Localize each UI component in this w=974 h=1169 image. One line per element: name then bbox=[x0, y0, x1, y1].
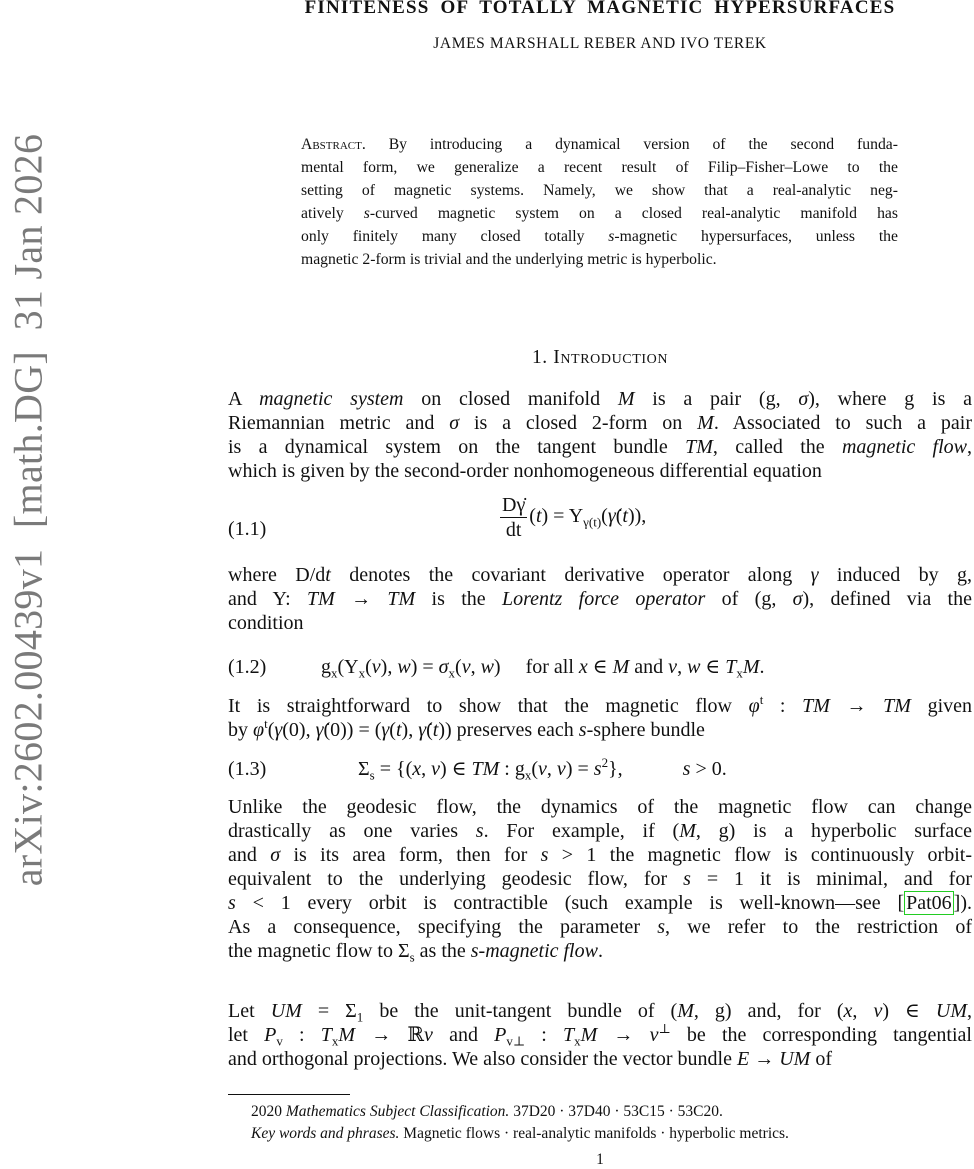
italic-text: γ bbox=[381, 719, 390, 741]
paragraph-unit-tangent-bundle bbox=[228, 999, 972, 1071]
text-run: , bbox=[967, 436, 973, 458]
equation-1-3 bbox=[228, 757, 972, 781]
superscript: t bbox=[264, 716, 268, 732]
text-run: < 1 every orbit is contractible (such example is well-known—see [ bbox=[235, 892, 905, 914]
subscript: x bbox=[331, 665, 338, 681]
text-line bbox=[228, 795, 972, 819]
text-run: and bbox=[629, 656, 669, 678]
subscript: x bbox=[736, 665, 743, 681]
text-run: }, bbox=[608, 758, 683, 780]
text-line bbox=[301, 225, 898, 248]
italic-text: s bbox=[475, 820, 484, 842]
text-run: As a consequence, specifying the parameter bbox=[228, 916, 658, 938]
text-line bbox=[228, 891, 972, 915]
paragraph-geodesic-comparison bbox=[228, 795, 972, 963]
text-run: ∈ bbox=[587, 656, 613, 678]
text-run: is a closed 2-form on bbox=[459, 412, 698, 434]
text-line bbox=[228, 1047, 972, 1071]
text-line bbox=[228, 819, 972, 843]
equation-number: (1.3) bbox=[228, 758, 267, 780]
small-caps-label: Abstract bbox=[301, 136, 362, 153]
text-run: condition bbox=[228, 612, 304, 634]
text-line bbox=[301, 179, 898, 202]
italic-text: s bbox=[228, 892, 236, 914]
text-run: which is given by the second-order nonhomogeneous differential equation bbox=[228, 460, 822, 482]
text-run: ( bbox=[455, 656, 462, 678]
italic-text: s bbox=[608, 228, 615, 245]
text-line bbox=[228, 939, 972, 963]
italic-text: TM bbox=[471, 758, 500, 780]
text-run: ( bbox=[426, 719, 433, 741]
italic-text: magnetic flow bbox=[841, 436, 968, 458]
equation-body bbox=[500, 493, 646, 542]
italic-text: v bbox=[461, 656, 471, 678]
paragraph-lorentz-force bbox=[228, 563, 972, 635]
text-run: , bbox=[546, 758, 557, 780]
italic-text: σ bbox=[270, 844, 281, 866]
text-line bbox=[228, 718, 972, 742]
italic-text: Key words and phrases. bbox=[251, 1125, 400, 1142]
subscript: γ(t) bbox=[583, 514, 602, 530]
text-run: 2020 bbox=[251, 1103, 286, 1120]
subscript: x bbox=[331, 1033, 339, 1049]
arxiv-identifier-stamp: arXiv:2602.00439v1 [math.DG] 31 Jan 2026 bbox=[5, 133, 51, 887]
footnote-keywords bbox=[251, 1125, 789, 1143]
subscript: s bbox=[369, 767, 375, 783]
italic-text: P bbox=[264, 1024, 277, 1046]
italic-text: s bbox=[363, 205, 370, 222]
text-run: , bbox=[470, 656, 481, 678]
text-run: drastically as one varies bbox=[228, 820, 476, 842]
italic-text: x bbox=[412, 758, 422, 780]
text-run: It is straightforward to show that the magnetic flow bbox=[228, 695, 749, 717]
text-run: and bbox=[432, 1024, 495, 1046]
italic-text: M bbox=[612, 656, 630, 678]
italic-text: M bbox=[677, 1000, 694, 1022]
italic-text: M bbox=[679, 820, 696, 842]
italic-text: σ bbox=[798, 388, 809, 410]
italic-text: w bbox=[480, 656, 494, 678]
text-run: ( bbox=[601, 505, 608, 528]
italic-text: φ bbox=[253, 719, 265, 741]
text-run: : g bbox=[499, 758, 525, 780]
italic-text: P bbox=[494, 1024, 507, 1046]
text-run: (Y bbox=[337, 656, 359, 678]
text-run: -magnetic hypersurfaces, unless the bbox=[614, 228, 898, 245]
section-heading bbox=[228, 347, 972, 369]
text-line bbox=[228, 563, 972, 587]
text-run: 37D20 · 37D40 · 53C15 · 53C20. bbox=[509, 1103, 723, 1120]
text-run: , bbox=[967, 1000, 972, 1022]
text-line bbox=[301, 156, 898, 179]
superscript: t bbox=[759, 692, 764, 708]
text-line bbox=[228, 611, 972, 635]
text-run: > 0. bbox=[690, 758, 727, 780]
text-run: (0), bbox=[282, 719, 316, 741]
text-run: and bbox=[228, 844, 271, 866]
text-run: the magnetic flow to Σ bbox=[228, 940, 410, 962]
text-run: of bbox=[810, 1048, 832, 1070]
text-run: , bbox=[852, 1000, 874, 1022]
text-run: : bbox=[525, 1024, 563, 1046]
subscript: v⊥ bbox=[506, 1033, 526, 1049]
italic-text: M bbox=[580, 1024, 598, 1046]
text-run: g bbox=[321, 656, 331, 678]
text-run: ) ∈ bbox=[882, 1000, 936, 1022]
text-run: -curved magnetic system on a closed real-analytic manifold has bbox=[369, 205, 898, 222]
text-line bbox=[228, 411, 972, 435]
italic-text: v bbox=[424, 1024, 433, 1046]
text-run: ), bbox=[401, 719, 419, 741]
superscript: ⊥ bbox=[658, 1021, 671, 1037]
italic-text: M bbox=[617, 388, 635, 410]
italic-text: s bbox=[593, 758, 602, 780]
text-run: , bbox=[421, 758, 432, 780]
italic-text: w bbox=[397, 656, 411, 678]
text-run: Riemannian metric and bbox=[228, 412, 450, 434]
fraction-denominator bbox=[500, 518, 527, 542]
subscript: x bbox=[574, 1033, 581, 1049]
text-run: of (g, bbox=[705, 588, 793, 610]
text-run: and Y: bbox=[228, 588, 307, 610]
text-run: , g) is a hyperbolic surface bbox=[695, 820, 973, 842]
text-run: ) = Y bbox=[541, 505, 584, 528]
text-run: ), bbox=[380, 656, 398, 678]
italic-text: w bbox=[687, 656, 701, 678]
text-run: ( bbox=[531, 758, 539, 780]
text-run: , called the bbox=[712, 436, 842, 458]
text-run: by bbox=[228, 719, 253, 741]
text-line bbox=[228, 915, 972, 939]
italic-text: σ bbox=[438, 656, 449, 678]
text-run: . By introducing a dynamical version of the second funda- bbox=[361, 136, 898, 153]
text-run: . Associated to such a pair bbox=[713, 412, 972, 434]
text-run: be the corresponding tangential bbox=[670, 1024, 972, 1046]
text-run: ( bbox=[529, 505, 536, 528]
text-line bbox=[228, 1023, 972, 1047]
italic-text: UM bbox=[270, 1000, 302, 1022]
text-run: is the bbox=[415, 588, 502, 610]
authors: JAMES MARSHALL REBER AND IVO TEREK bbox=[433, 35, 767, 52]
italic-text: x bbox=[843, 1000, 853, 1022]
text-run: only finitely many closed totally bbox=[301, 228, 609, 245]
text-run: and orthogonal projections. We also consider the vector bundle bbox=[228, 1048, 737, 1070]
section-title: Introduction bbox=[553, 347, 669, 368]
text-run: )) preserves each bbox=[438, 719, 579, 741]
italic-text: s-magnetic flow bbox=[470, 940, 598, 962]
section-number: 1. bbox=[531, 347, 548, 368]
text-run: equivalent to the underlying geodesic flow, for bbox=[228, 868, 684, 890]
denominator-text: dt bbox=[505, 519, 522, 541]
italic-text: UM bbox=[935, 1000, 967, 1022]
text-run: → ℝ bbox=[355, 1024, 425, 1046]
italic-text: Mathematics Subject Classification. bbox=[285, 1103, 510, 1120]
text-run: ∈ bbox=[700, 656, 726, 678]
text-line bbox=[301, 248, 898, 271]
italic-text: TM bbox=[685, 436, 713, 458]
italic-text: T bbox=[725, 656, 737, 678]
text-run: )), bbox=[627, 505, 647, 528]
text-run: ( bbox=[267, 719, 275, 741]
text-line bbox=[228, 843, 972, 867]
italic-text: γ bbox=[810, 564, 819, 586]
text-run: setting of magnetic systems. Namely, we show that a real-analytic neg- bbox=[301, 182, 898, 199]
italic-text: TM bbox=[883, 695, 911, 717]
fraction bbox=[500, 493, 527, 542]
text-run: ), defined via the bbox=[802, 588, 972, 610]
equation-body bbox=[321, 655, 765, 679]
italic-text: t bbox=[622, 505, 628, 528]
subscript: 1 bbox=[356, 1009, 364, 1025]
text-run: = {( bbox=[374, 758, 413, 780]
text-run: atively bbox=[301, 205, 364, 222]
italic-text: γ bbox=[274, 719, 283, 741]
italic-text: s bbox=[683, 868, 691, 890]
paragraph-magnetic-system bbox=[228, 387, 972, 483]
text-line bbox=[228, 459, 972, 483]
italic-text: v bbox=[873, 1000, 883, 1022]
text-run: is a pair (g, bbox=[634, 388, 799, 410]
text-run: , g) and, for ( bbox=[693, 1000, 844, 1022]
text-run: ), where g is a bbox=[808, 388, 973, 410]
text-run: as the bbox=[414, 940, 471, 962]
subscript: x bbox=[524, 767, 532, 783]
text-run: : bbox=[763, 695, 803, 717]
italic-text: s bbox=[682, 758, 691, 780]
equation-body bbox=[358, 757, 727, 781]
text-run: ) ∈ bbox=[440, 758, 472, 780]
text-line bbox=[228, 435, 972, 459]
text-run: → bbox=[829, 695, 884, 717]
text-run: A bbox=[228, 388, 260, 410]
text-run: Unlike the geodesic flow, the dynamics of the magnetic flow can change bbox=[228, 796, 972, 818]
text-run: , we refer to the restriction of bbox=[664, 916, 972, 938]
footnote-msc bbox=[251, 1103, 723, 1121]
italic-text: magnetic system bbox=[259, 388, 404, 410]
subscript: x bbox=[358, 665, 366, 681]
italic-text: s bbox=[657, 916, 665, 938]
italic-text: γ̇ bbox=[315, 719, 324, 741]
italic-text: Lorentz force operator bbox=[501, 588, 706, 610]
italic-text: M bbox=[338, 1024, 356, 1046]
italic-text: s bbox=[540, 844, 549, 866]
text-run: > 1 the magnetic flow is continuously orbit- bbox=[548, 844, 972, 866]
text-line bbox=[228, 587, 972, 611]
text-run: magnetic 2-form is trivial and the underlying metric is hyperbolic. bbox=[301, 251, 717, 268]
text-line bbox=[228, 694, 972, 718]
paper-title: FINITENESS OF TOTALLY MAGNETIC HYPERSURFACES bbox=[304, 0, 896, 18]
citation-link[interactable]: Pat06 bbox=[906, 892, 952, 914]
italic-text: M bbox=[697, 412, 714, 434]
text-run: where D/d bbox=[228, 564, 326, 586]
italic-text: v bbox=[556, 758, 566, 780]
text-run: given bbox=[910, 695, 973, 717]
text-run: . For example, if ( bbox=[483, 820, 680, 842]
text-run: is its area form, then for bbox=[280, 844, 541, 866]
italic-text: v bbox=[431, 758, 441, 780]
subscript: s bbox=[409, 949, 415, 965]
italic-text: v bbox=[538, 758, 547, 780]
text-run: ( bbox=[389, 719, 396, 741]
superscript: 2 bbox=[601, 755, 609, 771]
text-line bbox=[301, 202, 898, 225]
page-number: 1 bbox=[596, 1151, 604, 1168]
subscript: x bbox=[448, 665, 456, 681]
italic-text: t bbox=[535, 505, 542, 528]
italic-text: s bbox=[578, 719, 587, 741]
text-run: on closed manifold bbox=[403, 388, 618, 410]
italic-text: t bbox=[325, 564, 331, 586]
text-run: → bbox=[749, 1048, 780, 1070]
italic-text: TM bbox=[306, 588, 335, 610]
text-run: ) = bbox=[410, 656, 439, 678]
italic-text: TM bbox=[387, 588, 416, 610]
text-run: Magnetic flows · real-analytic manifolds · hyperbolic metrics. bbox=[399, 1125, 789, 1142]
italic-text: TM bbox=[802, 695, 830, 717]
italic-text: M bbox=[742, 656, 760, 678]
text-run: ( bbox=[365, 656, 372, 678]
italic-text: T bbox=[320, 1024, 332, 1046]
italic-text: T bbox=[562, 1024, 575, 1046]
italic-text: t bbox=[395, 719, 402, 741]
italic-text: v bbox=[668, 656, 678, 678]
text-run: mental form, we generalize a recent result of Filip–Fisher–Lowe to the bbox=[301, 159, 898, 176]
italic-text: v bbox=[649, 1024, 659, 1046]
abstract bbox=[301, 133, 898, 271]
text-run: = 1 it is minimal, and for bbox=[690, 868, 973, 890]
italic-text: v bbox=[371, 656, 381, 678]
italic-text: σ bbox=[449, 412, 460, 434]
text-run: , bbox=[677, 656, 688, 678]
text-run: → bbox=[334, 588, 388, 610]
text-run: let bbox=[228, 1024, 265, 1046]
text-line bbox=[228, 999, 972, 1023]
fraction-numerator: Dγ̇ bbox=[502, 494, 526, 516]
text-line bbox=[228, 867, 972, 891]
text-line bbox=[228, 387, 972, 411]
paragraph-sphere-bundle bbox=[228, 694, 972, 742]
subscript: v bbox=[276, 1033, 283, 1049]
equation-1-2 bbox=[228, 655, 972, 679]
text-run: induced by g, bbox=[818, 564, 972, 586]
equation-number: (1.2) bbox=[228, 656, 267, 678]
italic-text: γ̇ bbox=[418, 719, 427, 741]
italic-text: σ bbox=[792, 588, 803, 610]
equation-number: (1.1) bbox=[228, 518, 267, 540]
text-run: ( bbox=[615, 505, 623, 528]
text-run: Σ bbox=[358, 758, 370, 780]
footnote-divider bbox=[228, 1094, 350, 1095]
italic-text: γ̇ bbox=[607, 505, 616, 528]
text-run: denotes the covariant derivative operator along bbox=[330, 564, 811, 586]
text-run: → bbox=[597, 1024, 650, 1046]
text-run: is a dynamical system on the tangent bundle bbox=[228, 436, 686, 458]
text-run: -sphere bundle bbox=[586, 719, 705, 741]
text-run: Let bbox=[228, 1000, 271, 1022]
text-run: (0)) = ( bbox=[323, 719, 382, 741]
text-run: ) for all bbox=[493, 656, 579, 678]
text-run: . bbox=[597, 940, 603, 962]
text-line bbox=[301, 133, 898, 156]
italic-text: φ bbox=[748, 695, 760, 717]
italic-text: x bbox=[578, 656, 588, 678]
italic-text: t bbox=[432, 719, 439, 741]
text-run: ]). bbox=[953, 892, 972, 914]
text-run: be the unit-tangent bundle of ( bbox=[363, 1000, 678, 1022]
text-run: ) = bbox=[565, 758, 594, 780]
text-run: = Σ bbox=[301, 1000, 357, 1022]
equation-rhs bbox=[529, 505, 647, 530]
text-run: : bbox=[282, 1024, 321, 1046]
italic-text: E bbox=[737, 1048, 750, 1070]
text-run: . bbox=[759, 656, 765, 678]
italic-text: UM bbox=[779, 1048, 811, 1070]
